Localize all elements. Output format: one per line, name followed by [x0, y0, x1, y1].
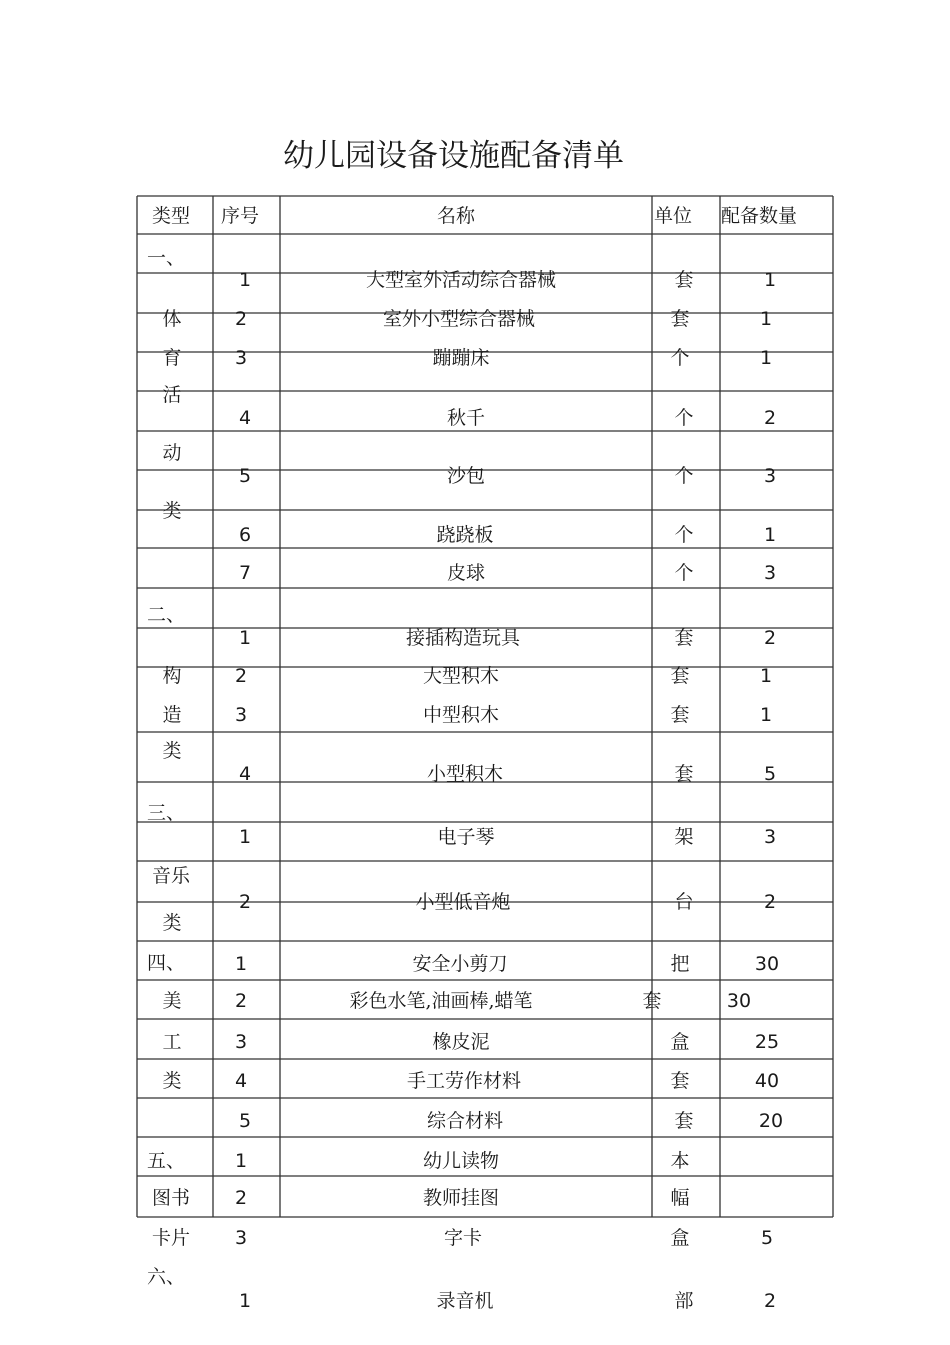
item-unit: 部 [674, 1290, 694, 1312]
category-sports-char: 类 [162, 500, 182, 522]
category-sports-char: 体 [162, 308, 182, 330]
item-unit: 架 [674, 826, 694, 848]
item-seq: 2 [238, 891, 252, 913]
category-sports-char: 活 [162, 384, 182, 406]
header-unit: 单位 [653, 205, 693, 227]
category-sports-char: 育 [162, 347, 182, 369]
item-unit: 个 [670, 347, 690, 369]
item-name: 橡皮泥 [432, 1031, 490, 1053]
item-seq: 2 [234, 308, 248, 330]
item-name: 室外小型综合器械 [382, 308, 536, 330]
item-qty: 1 [763, 524, 777, 546]
category-construct-char: 构 [162, 665, 182, 687]
item-unit: 套 [670, 704, 690, 726]
header-name: 名称 [436, 205, 476, 227]
item-qty: 5 [760, 1227, 774, 1249]
item-unit: 幅 [670, 1187, 690, 1209]
item-qty: 30 [726, 990, 752, 1012]
item-seq: 2 [234, 990, 248, 1012]
item-name: 蹦蹦床 [432, 347, 490, 369]
item-name: 彩色水笔,油画棒,蜡笔 [349, 990, 533, 1012]
item-name: 秋千 [446, 407, 486, 429]
item-qty: 1 [763, 269, 777, 291]
item-qty: 40 [754, 1070, 780, 1092]
item-seq: 3 [234, 1227, 248, 1249]
item-qty: 1 [759, 308, 773, 330]
item-qty: 1 [759, 347, 773, 369]
item-name: 综合材料 [426, 1110, 504, 1132]
page-title: 幼儿园设备设施配备清单 [283, 138, 624, 174]
category-art-char: 美 [162, 990, 182, 1012]
item-seq: 2 [234, 665, 248, 687]
item-unit: 套 [670, 1070, 690, 1092]
item-unit: 个 [674, 562, 694, 584]
item-seq: 4 [238, 763, 252, 785]
item-unit: 套 [674, 763, 694, 785]
item-unit: 把 [670, 953, 690, 975]
category-books-label: 卡片 [151, 1227, 191, 1249]
item-unit: 本 [670, 1150, 690, 1172]
item-seq: 3 [234, 1031, 248, 1053]
item-seq: 1 [238, 1290, 252, 1312]
item-name: 皮球 [446, 562, 486, 584]
item-name: 接插构造玩具 [405, 627, 521, 649]
item-seq: 1 [234, 1150, 248, 1172]
item-qty: 3 [763, 562, 777, 584]
item-qty: 2 [763, 627, 777, 649]
item-unit: 套 [674, 1110, 694, 1132]
category-art-char: 类 [162, 1070, 182, 1092]
item-unit: 台 [674, 891, 694, 913]
item-name: 中型积木 [422, 704, 500, 726]
item-qty: 30 [754, 953, 780, 975]
item-name: 安全小剪刀 [412, 953, 508, 975]
item-seq: 4 [234, 1070, 248, 1092]
item-unit: 盒 [670, 1227, 690, 1249]
item-name: 沙包 [446, 465, 486, 487]
item-seq: 5 [238, 1110, 252, 1132]
item-qty: 2 [763, 891, 777, 913]
item-qty: 2 [763, 407, 777, 429]
item-seq: 7 [238, 562, 252, 584]
item-unit: 个 [674, 407, 694, 429]
category-sports-char: 动 [162, 442, 182, 464]
item-qty: 1 [759, 704, 773, 726]
item-name: 电子琴 [437, 826, 495, 848]
item-unit: 套 [674, 627, 694, 649]
category-music-number: 三、 [146, 802, 186, 824]
item-qty: 1 [759, 665, 773, 687]
item-seq: 1 [238, 269, 252, 291]
item-seq: 6 [238, 524, 252, 546]
item-name: 小型低音炮 [415, 891, 511, 913]
category-construct-char: 造 [162, 704, 182, 726]
item-name: 小型积木 [426, 763, 504, 785]
item-unit: 盒 [670, 1031, 690, 1053]
item-qty: 3 [763, 826, 777, 848]
item-qty: 5 [763, 763, 777, 785]
item-qty: 20 [758, 1110, 784, 1132]
item-qty: 2 [763, 1290, 777, 1312]
category-books-number: 五、 [146, 1150, 186, 1172]
header-seq: 序号 [220, 205, 260, 227]
header-qty: 配备数量 [720, 205, 798, 227]
item-seq: 1 [238, 826, 252, 848]
item-name: 录音机 [436, 1290, 494, 1312]
category-art-char: 工 [162, 1031, 182, 1053]
item-unit: 个 [674, 524, 694, 546]
item-seq: 1 [238, 627, 252, 649]
item-seq: 3 [234, 704, 248, 726]
category-six-number: 六、 [146, 1266, 186, 1288]
item-unit: 套 [674, 269, 694, 291]
item-name: 教师挂图 [422, 1187, 500, 1209]
item-seq: 1 [234, 953, 248, 975]
category-books-label: 图书 [151, 1187, 191, 1209]
item-name: 跷跷板 [436, 524, 494, 546]
item-unit: 套 [642, 990, 662, 1012]
item-seq: 3 [234, 347, 248, 369]
item-qty: 25 [754, 1031, 780, 1053]
category-music-label: 类 [162, 912, 182, 934]
category-construct-number: 二、 [146, 604, 186, 626]
item-name: 手工劳作材料 [406, 1070, 522, 1092]
item-name: 大型积木 [422, 665, 500, 687]
item-seq: 2 [234, 1187, 248, 1209]
item-unit: 个 [674, 465, 694, 487]
item-unit: 套 [670, 308, 690, 330]
item-seq: 4 [238, 407, 252, 429]
category-sports-number: 一、 [146, 247, 186, 269]
category-art-number: 四、 [146, 952, 186, 974]
item-seq: 5 [238, 465, 252, 487]
item-qty: 3 [763, 465, 777, 487]
item-name: 大型室外活动综合器械 [365, 269, 557, 291]
header-type: 类型 [151, 205, 191, 227]
item-unit: 套 [670, 665, 690, 687]
category-construct-char: 类 [162, 740, 182, 762]
category-music-label: 音乐 [151, 865, 191, 887]
item-name: 字卡 [443, 1227, 483, 1249]
item-name: 幼儿读物 [422, 1150, 500, 1172]
